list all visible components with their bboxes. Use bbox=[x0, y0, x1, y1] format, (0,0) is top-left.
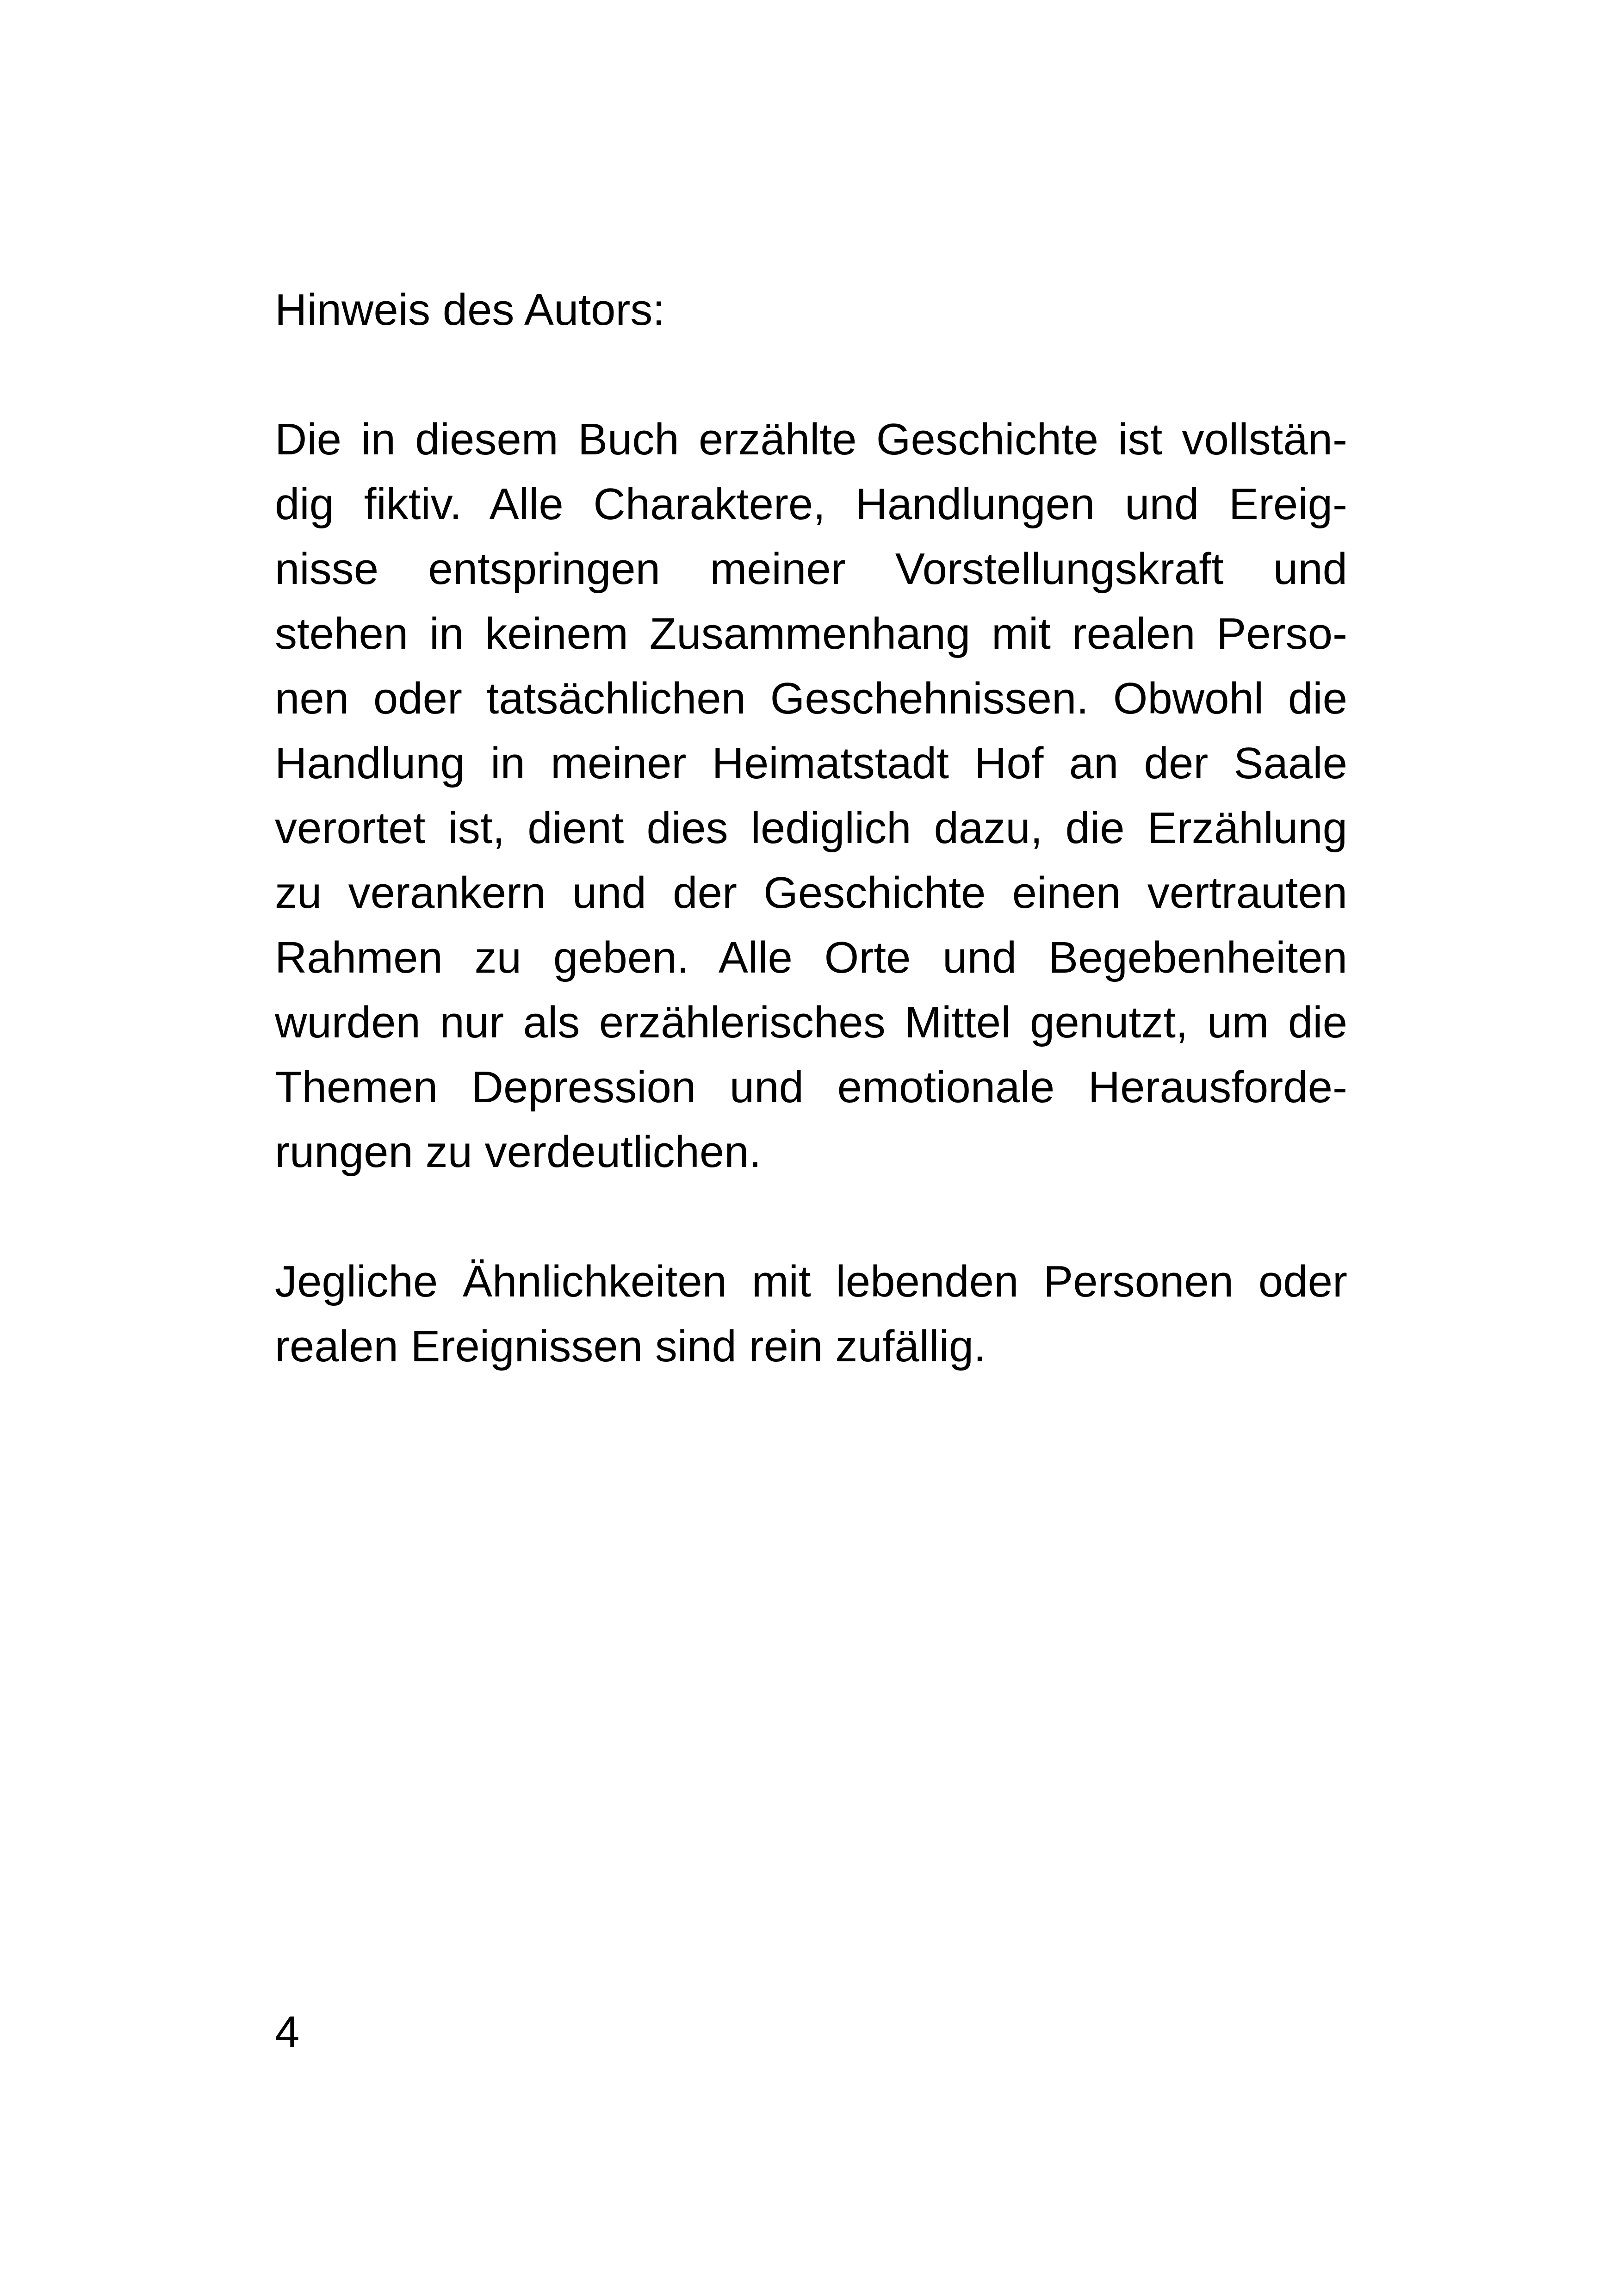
text-line: wurden nur als erzählerisches Mittel genutzt, um die bbox=[275, 998, 1347, 1047]
text-line: realen Ereignissen sind rein zufällig. bbox=[275, 1322, 986, 1371]
text-line: Rahmen zu geben. Alle Orte und Begebenheiten bbox=[275, 933, 1347, 982]
paragraph-coincidence-disclaimer bbox=[275, 1249, 1347, 1379]
text-line: Handlung in meiner Heimatstadt Hof an der Saale bbox=[275, 738, 1347, 788]
text-line: dig fiktiv. Alle Charaktere, Handlungen und Ereig- bbox=[275, 479, 1347, 529]
text-line: nisse entspringen meiner Vorstellungskraft und bbox=[275, 544, 1347, 594]
page-number: 4 bbox=[275, 2007, 300, 2057]
text-line: stehen in keinem Zusammenhang mit realen Perso- bbox=[275, 609, 1347, 658]
text-line: nen oder tatsächlichen Geschehnissen. Obwohl die bbox=[275, 674, 1347, 723]
paragraph-fiction-disclaimer bbox=[275, 407, 1347, 1185]
text-line: zu verankern und der Geschichte einen vertrauten bbox=[275, 868, 1347, 918]
author-note-heading: Hinweis des Autors: bbox=[275, 285, 665, 335]
text-line: Die in diesem Buch erzählte Geschichte ist vollstän- bbox=[275, 415, 1347, 464]
page-text bbox=[275, 278, 1347, 1379]
text-line: verortet ist, dient dies lediglich dazu, die Erzählung bbox=[275, 803, 1347, 853]
text-line: rungen zu verdeutlichen. bbox=[275, 1127, 762, 1177]
text-line: Jegliche Ähnlichkeiten mit lebenden Personen oder bbox=[275, 1257, 1347, 1306]
text-line: Themen Depression und emotionale Herausforde- bbox=[275, 1062, 1347, 1112]
